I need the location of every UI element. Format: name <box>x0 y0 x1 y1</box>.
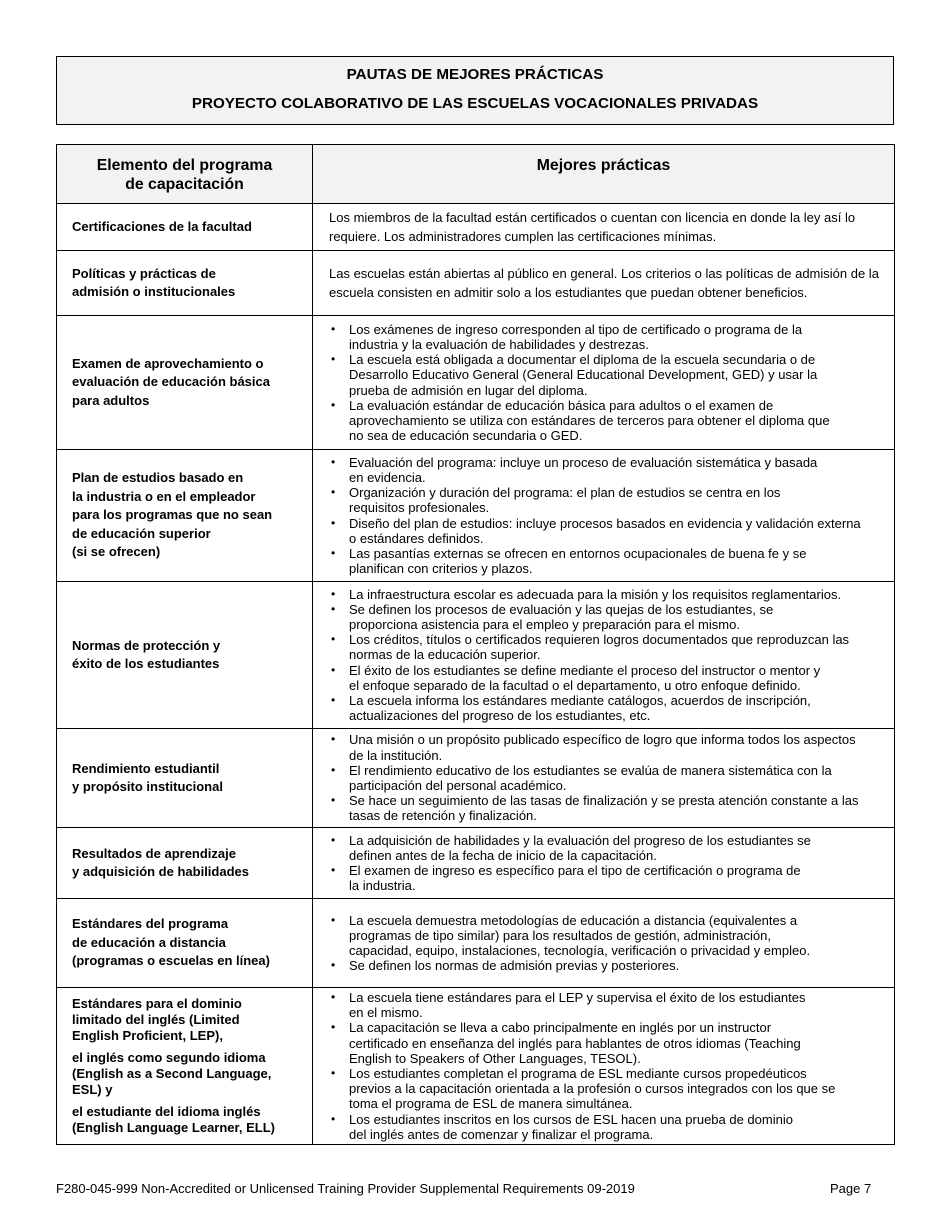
document-subtitle: PROYECTO COLABORATIVO DE LAS ESCUELAS VOCACIONALES PRIVADAS <box>191 95 759 112</box>
best-practice-list <box>321 322 888 444</box>
table-row <box>57 729 895 828</box>
list-item: • La adquisición de habilidades y la evaluación del progreso de los estudiantes se definen antes de la fecha de inicio de la capacitación. <box>321 833 888 863</box>
document-title: PAUTAS DE MEJORES PRÁCTICAS <box>346 66 604 83</box>
program-element-label: Normas de protección y éxito de los estudiantes <box>72 637 221 671</box>
list-item: • Organización y duración del programa: el plan de estudios se centra en los requisitos profesionales. <box>321 485 888 515</box>
table-row <box>57 828 895 899</box>
list-item: • El éxito de los estudiantes se define mediante el proceso del instructor o mentor y el enfoque separado de la facultad o el departamento, u otro enfoque definido. <box>321 663 888 693</box>
best-practice-cell <box>313 251 895 316</box>
program-element-cell <box>57 450 313 582</box>
best-practice-cell <box>313 988 895 1145</box>
table-row <box>57 988 895 1145</box>
table-row <box>57 899 895 988</box>
best-practices-table <box>56 144 895 1145</box>
program-element-cell <box>57 582 313 729</box>
table-row <box>57 251 895 316</box>
program-element-label: Plan de estudios basado en la industria o en el empleador para los programas que no sean de educación superior (si se ofrecen) <box>72 470 273 560</box>
list-item: • La infraestructura escolar es adecuada para la misión y los requisitos reglamentarios. <box>321 587 888 602</box>
document-title-box <box>56 56 894 125</box>
program-element-cell <box>57 729 313 828</box>
best-practice-cell <box>313 899 895 988</box>
best-practice-list <box>321 455 888 577</box>
column-header-element-label: Elemento del programa de capacitación <box>96 157 273 193</box>
list-item: • La escuela está obligada a documentar el diploma de la escuela secundaria o de Desarrollo Educativo General (General Educational Development, GED) y usar la prueba de admisión en lugar del diploma. <box>321 352 888 398</box>
list-item: • Se definen los normas de admisión previas y posteriores. <box>321 958 888 973</box>
footer-document-id: F280-045-999 Non-Accredited or Unlicensed Training Provider Supplemental Requirements 09-2019 <box>56 1181 635 1196</box>
program-element-label: Estándares del programa de educación a distancia (programas o escuelas en línea) <box>72 916 270 969</box>
program-element-label: Resultados de aprendizaje y adquisición de habilidades <box>72 845 249 879</box>
list-item: • La capacitación se lleva a cabo principalmente en inglés por un instructor certificado en enseñanza del inglés para hablantes de otros idiomas (Teaching English to Speakers of Other Languages, TESOL). <box>321 1020 888 1066</box>
list-item: • La escuela tiene estándares para el LEP y supervisa el éxito de los estudiantes en el mismo. <box>321 990 888 1020</box>
program-element-cell <box>57 988 313 1145</box>
program-element-cell <box>57 899 313 988</box>
column-header-element <box>57 145 313 204</box>
program-element-label: el inglés como segundo idioma (English as a Second Language, ESL) y <box>72 1050 272 1098</box>
best-practice-cell <box>313 204 895 251</box>
list-item: • Una misión o un propósito publicado específico de logro que informa todos los aspectos de la institución. <box>321 732 888 762</box>
program-element-label: el estudiante del idioma inglés (English Language Learner, ELL) <box>72 1104 275 1136</box>
list-item: • Diseño del plan de estudios: incluye procesos basados en evidencia y validación externa o estándares definidos. <box>321 516 888 546</box>
list-item: • Se definen los procesos de evaluación y las quejas de los estudiantes, se proporciona asistencia para el empleo y preparación para el mismo. <box>321 602 888 632</box>
list-item: • Los estudiantes completan el programa de ESL mediante cursos propedéuticos previos a la capacitación orientada a la profesión o cursos integrados con los que se toma el programa de ESL de manera simultánea. <box>321 1066 888 1112</box>
best-practice-cell <box>313 729 895 828</box>
table-row <box>57 316 895 450</box>
list-item: • Los exámenes de ingreso corresponden al tipo de certificado o programa de la industria y la evaluación de habilidades y destrezas. <box>321 322 888 352</box>
list-item: • La escuela demuestra metodologías de educación a distancia (equivalentes a programas de tipo similar) para los resultados de gestión, administración, capacidad, equipo, instalaciones, tecnología, verificación o privacidad y empleo. <box>321 913 888 959</box>
program-element-label: Rendimiento estudiantil y propósito institucional <box>72 760 223 794</box>
program-element-label: Políticas y prácticas de admisión o institucionales <box>72 265 236 299</box>
table-header-row <box>57 145 895 204</box>
list-item: • La escuela informa los estándares mediante catálogos, acuerdos de inscripción, actualizaciones del progreso de los estudiantes, etc. <box>321 693 888 723</box>
program-element-cell <box>57 251 313 316</box>
program-element-cell <box>57 316 313 450</box>
best-practice-list <box>321 990 888 1142</box>
best-practice-cell <box>313 828 895 899</box>
best-practice-list <box>321 587 888 724</box>
best-practice-cell <box>313 582 895 729</box>
best-practice-cell <box>313 316 895 450</box>
program-element-cell <box>57 828 313 899</box>
list-item: • El rendimiento educativo de los estudiantes se evalúa de manera sistemática con la participación del personal académico. <box>321 763 888 793</box>
table-row <box>57 582 895 729</box>
list-item: • Los créditos, títulos o certificados requieren logros documentados que reproduzcan las normas de la educación superior. <box>321 632 888 662</box>
best-practice-list <box>321 732 888 823</box>
program-element-label: Examen de aprovechamiento o evaluación de educación básica para adultos <box>72 355 270 408</box>
column-header-practices: Mejores prácticas <box>313 145 895 204</box>
list-item: • Los estudiantes inscritos en los cursos de ESL hacen una prueba de dominio del inglés antes de comenzar y finalizar el programa. <box>321 1112 888 1142</box>
best-practice-list <box>321 913 888 974</box>
list-item: • Las pasantías externas se ofrecen en entornos ocupacionales de buena fe y se planifican con criterios y plazos. <box>321 546 888 576</box>
list-item: • Evaluación del programa: incluye un proceso de evaluación sistemática y basada en evidencia. <box>321 455 888 485</box>
table-row <box>57 450 895 582</box>
program-element-cell <box>57 204 313 251</box>
footer-page-number: Page 7 <box>830 1181 872 1196</box>
program-element-label: Certificaciones de la facultad <box>72 218 252 234</box>
program-element-label: Estándares para el dominio limitado del inglés (Limited English Proficient, LEP), <box>72 996 242 1044</box>
best-practice-text: Las escuelas están abiertas al público en general. Los criterios o las políticas de admisión de la escuela consisten en admitir solo a los estudiantes que puedan obtener beneficios. <box>329 266 879 300</box>
best-practice-cell <box>313 450 895 582</box>
best-practice-list <box>321 833 888 894</box>
list-item: • La evaluación estándar de educación básica para adultos o el examen de aprovechamiento se utiliza con estándares de terceros para obtener el diploma que no sea de educación secundaria o GED. <box>321 398 888 444</box>
list-item: • Se hace un seguimiento de las tasas de finalización y se presta atención constante a las tasas de retención y finalización. <box>321 793 888 823</box>
list-item: • El examen de ingreso es específico para el tipo de certificación o programa de la industria. <box>321 863 888 893</box>
best-practice-text: Los miembros de la facultad están certificados o cuentan con licencia en donde la ley así lo requiere. Los administradores cumplen las certificaciones mínimas. <box>329 210 856 244</box>
table-row <box>57 204 895 251</box>
